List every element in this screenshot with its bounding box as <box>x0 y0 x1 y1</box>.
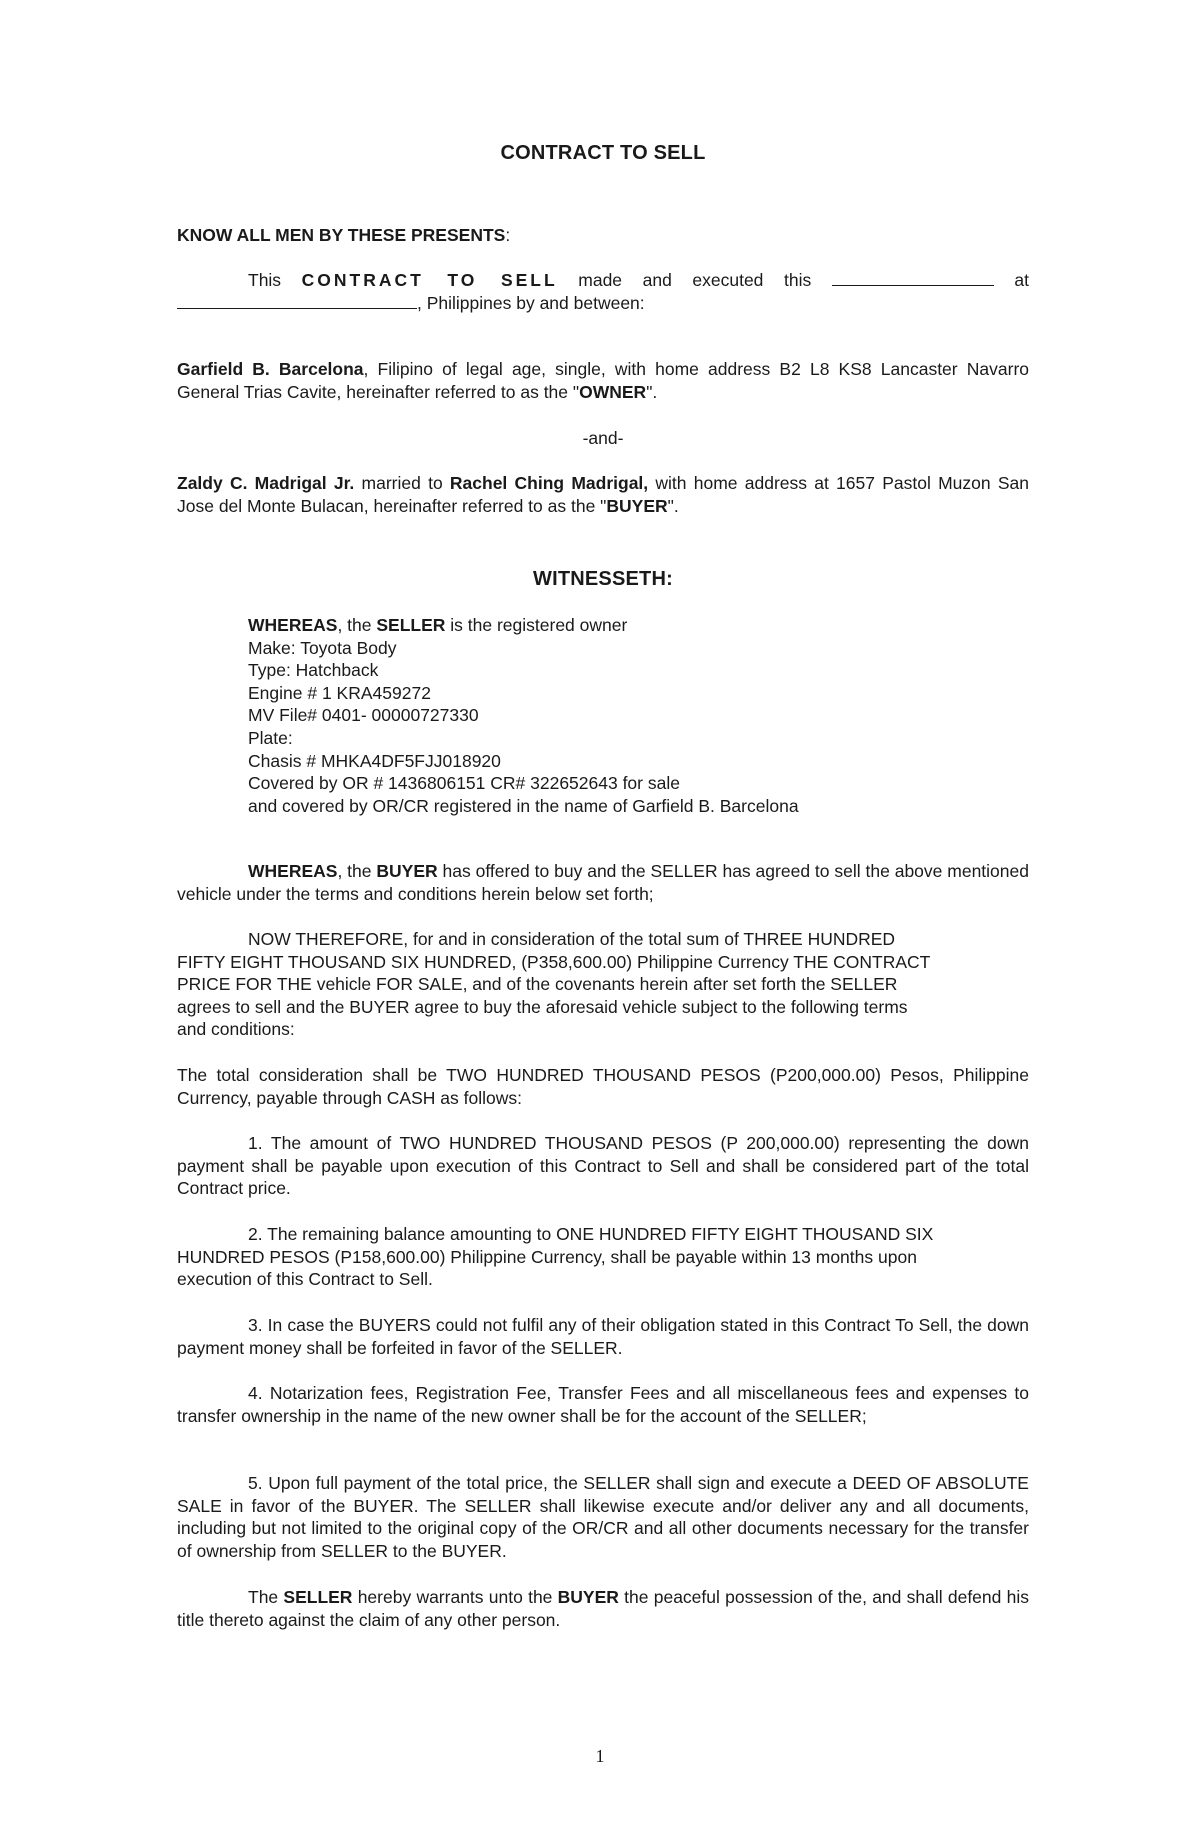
know-all-colon: : <box>505 225 511 245</box>
now-therefore-line-3: PRICE FOR THE vehicle FOR SALE, and of the covenants herein after set forth the SELLER <box>177 974 898 995</box>
item-2-line-2: HUNDRED PESOS (P158,600.00) Philippine Currency, shall be payable within 13 months upon <box>177 1246 917 1267</box>
place-blank-line <box>177 293 417 309</box>
owner-role: OWNER <box>579 381 647 402</box>
vehicle-plate: Plate: <box>248 727 293 748</box>
whereas-buyer-paragraph <box>177 860 1029 905</box>
item-2-line-1: 2. The remaining balance amounting to ONE HUNDRED FIFTY EIGHT THOUSAND SIX <box>248 1224 934 1244</box>
vehicle-mv-file: MV File# 0401- 00000727330 <box>248 705 479 726</box>
witnesseth-heading: WITNESSETH: <box>533 568 673 590</box>
document-title: CONTRACT TO SELL <box>500 142 706 164</box>
whereas2-the: , the <box>337 861 377 881</box>
term-item-2 <box>177 1223 1029 1291</box>
total-consideration-paragraph: The total consideration shall be TWO HUNDRED THOUSAND PESOS (P200,000.00) Pesos, Philippine Currency, payable through CASH as follows: <box>177 1065 1029 1108</box>
warranty-paragraph <box>177 1586 1029 1631</box>
intro-this: This <box>248 270 282 290</box>
intro-line-1 <box>177 269 1029 292</box>
owner-paragraph <box>177 358 1029 403</box>
buyer-spouse: Rachel Ching Madrigal, <box>449 473 649 493</box>
warranty-rest: the peaceful possession of the, and shall defend his title thereto against the claim of any other person. <box>177 1587 1029 1630</box>
whereas-the: , the <box>337 615 377 635</box>
know-all-men: KNOW ALL MEN BY THESE PRESENTS <box>177 225 506 245</box>
whereas2-buyer: BUYER <box>376 861 438 881</box>
now-therefore-line-2: FIFTY EIGHT THOUSAND SIX HUNDRED, (P358,600.00) Philippine Currency THE CONTRACT <box>177 951 931 972</box>
preamble <box>177 224 1029 247</box>
buyer-details: with home address at 1657 Pastol Muzon San Jose del Monte Bulacan, hereinafter referred to as the " <box>177 473 1029 516</box>
vehicle-engine: Engine # 1 KRA459272 <box>248 682 431 703</box>
whereas2-label: WHEREAS <box>248 861 338 881</box>
warranty-buyer: BUYER <box>557 1587 619 1607</box>
buyer-married: married to <box>354 473 450 493</box>
whereas2-rest: has offered to buy and the SELLER has agreed to sell the above mentioned vehicle under the terms and conditions herein below set forth; <box>177 861 1029 904</box>
buyer-name: Zaldy C. Madrigal Jr. <box>177 473 355 493</box>
buyer-close: ". <box>667 495 679 516</box>
intro-made-executed: made and executed this <box>578 270 812 290</box>
owner-name: Garfield B. Barcelona <box>177 359 364 379</box>
and-separator: -and- <box>582 428 624 448</box>
now-therefore-paragraph <box>177 928 1029 1041</box>
whereas-registered-owner: is the registered owner <box>445 615 628 635</box>
item-2-line-3: execution of this Contract to Sell. <box>177 1269 433 1290</box>
term-item-4: 4. Notarization fees, Registration Fee, Transfer Fees and all miscellaneous fees and expenses to transfer ownership in the name of the new owner shall be for the account of the SELLER; <box>177 1383 1029 1426</box>
vehicle-chasis: Chasis # MHKA4DF5FJJ018920 <box>248 750 501 771</box>
warranty-seller: SELLER <box>283 1587 353 1607</box>
vehicle-or-cr: Covered by OR # 1436806151 CR# 322652643 for sale <box>248 773 680 794</box>
whereas-label: WHEREAS <box>248 615 338 635</box>
now-therefore-line-4: agrees to sell and the BUYER agree to buy the aforesaid vehicle subject to the following terms <box>177 996 908 1017</box>
warranty-mid: hereby warrants unto the <box>352 1587 558 1607</box>
intro-philippines: , Philippines by and between: <box>417 293 645 313</box>
intro-contract-to-sell: CONTRACT TO SELL <box>301 270 558 290</box>
now-therefore-line-1: NOW THEREFORE, for and in consideration of the total sum of THREE HUNDRED <box>248 929 896 949</box>
owner-details: , Filipino of legal age, single, with home address B2 L8 KS8 Lancaster Navarro General Trias Cavite, hereinafter referred to as the " <box>177 359 1029 402</box>
now-therefore-line-5: and conditions: <box>177 1019 295 1040</box>
term-item-3: 3. In case the BUYERS could not fulfil any of their obligation stated in this Contract To Sell, the down payment money shall be forfeited in favor of the SELLER. <box>177 1315 1029 1358</box>
buyer-role: BUYER <box>606 495 668 516</box>
intro-at: at <box>1014 270 1029 290</box>
date-blank-line <box>832 270 994 286</box>
whereas-owner-line <box>248 614 948 637</box>
vehicle-type: Type: Hatchback <box>248 660 379 681</box>
term-item-5: 5. Upon full payment of the total price, the SELLER shall sign and execute a DEED OF ABSOLUTE SALE in favor of the BUYER. The SELLER shall likewise execute and/or deliver any and all documents, including but not limited to the original copy of the OR/CR and all other documents necessary for the transfer of ownership from SELLER to the BUYER. <box>177 1473 1029 1561</box>
owner-close: ". <box>646 381 658 402</box>
warranty-the: The <box>248 1587 284 1607</box>
vehicle-registered-name: and covered by OR/CR registered in the name of Garfield B. Barcelona <box>248 795 799 816</box>
vehicle-make: Make: Toyota Body <box>248 637 397 658</box>
whereas-seller: SELLER <box>376 615 446 635</box>
intro-line-2 <box>177 292 1029 315</box>
buyer-paragraph <box>177 472 1029 517</box>
page-number: 1 <box>595 1746 605 1766</box>
vehicle-description <box>248 614 948 817</box>
term-item-1: 1. The amount of TWO HUNDRED THOUSAND PESOS (P 200,000.00) representing the down payment shall be payable upon execution of this Contract to Sell and shall be considered part of the total Contract price. <box>177 1133 1029 1199</box>
